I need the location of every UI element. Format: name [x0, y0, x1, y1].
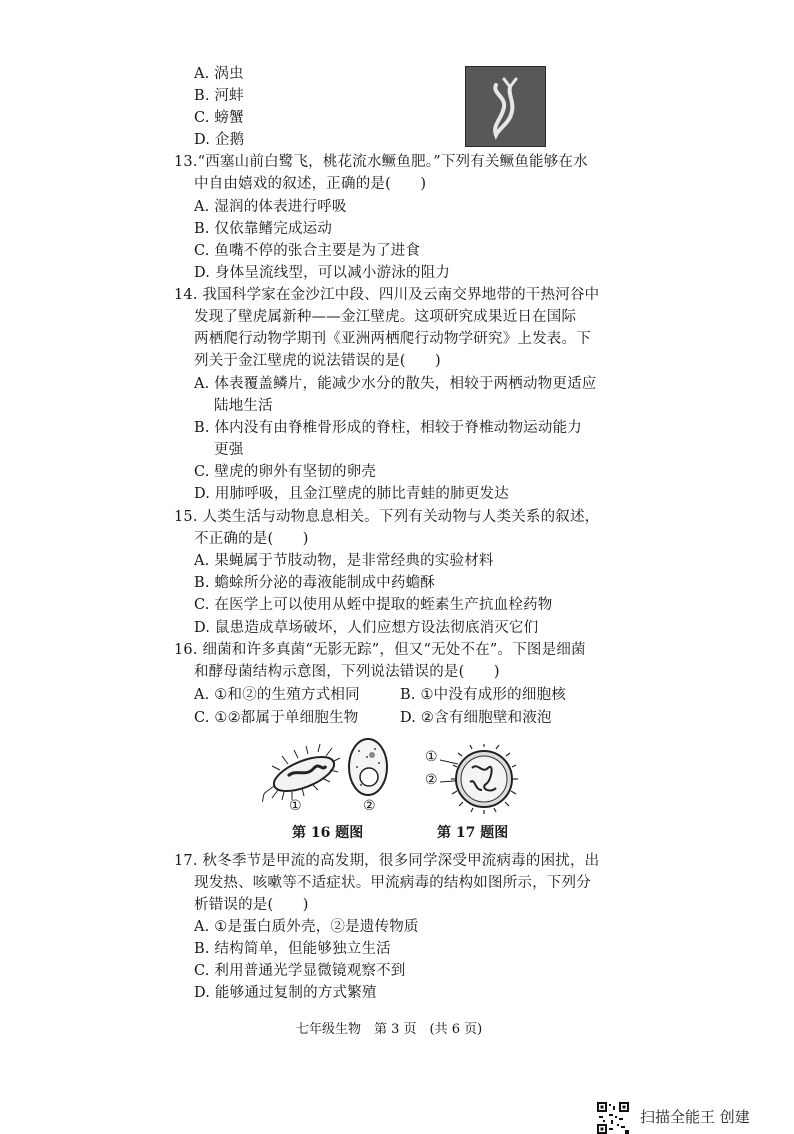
- q12-option-b: B. 河蚌: [194, 88, 244, 104]
- q14-option-d: D. 用肺呼吸，且金江壁虎的肺比青蛙的肺更发达: [194, 486, 509, 502]
- q17-option-a: A. ①是蛋白质外壳，②是遗传物质: [194, 919, 419, 935]
- flatworm-photo: [465, 66, 546, 147]
- bacterium-diagram: [262, 742, 344, 802]
- q12-option-a: A. 涡虫: [194, 66, 244, 82]
- q17-option-d: D. 能够通过复制的方式繁殖: [194, 985, 377, 1001]
- q13-stem-line1: 13.“西塞山前白鹭飞，桃花流水鳜鱼肥。”下列有关鳜鱼能够在水: [174, 154, 588, 170]
- q14-stem-line4: 列关于金江壁虎的说法错误的是( ): [194, 353, 441, 369]
- q17-option-c: C. 利用普通光学显微镜观察不到: [194, 963, 406, 979]
- q15-option-d: D. 鼠患造成草场破坏，人们应想方设法彻底消灭它们: [194, 620, 539, 636]
- q13-option-a: A. 湿润的体表进行呼吸: [194, 199, 347, 215]
- q17-stem-line1: 17. 秋冬季节是甲流的高发期，很多同学深受甲流病毒的困扰，出: [174, 853, 600, 869]
- q15-option-a: A. 果蝇属于节肢动物，是非常经典的实验材料: [194, 553, 494, 569]
- q13-stem-line2: 中自由嬉戏的叙述，正确的是( ): [194, 176, 427, 192]
- q14-option-b-cont: 更强: [214, 442, 244, 458]
- q12-option-d: D. 企鹅: [194, 132, 245, 148]
- fig17-label-1: ①: [425, 749, 438, 765]
- q15-stem-line2: 不正确的是( ): [194, 531, 309, 547]
- fig16-label-1: ①: [289, 798, 302, 814]
- virus-diagram: [438, 744, 520, 814]
- flatworm-image: [466, 67, 545, 146]
- q16-stem-line2: 和酵母菌结构示意图，下列说法错误的是( ): [194, 664, 500, 680]
- q16-option-b: B. ①中没有成形的细胞核: [400, 687, 566, 703]
- q15-stem-line1: 15. 人类生活与动物息息相关。下列有关动物与人类关系的叙述，: [174, 509, 600, 525]
- q12-option-c: C. 螃蟹: [194, 110, 244, 126]
- fig16-caption: 第 16 题图: [292, 825, 364, 841]
- q13-option-c: C. 鱼嘴不停的张合主要是为了进食: [194, 243, 421, 259]
- yeast-diagram: [347, 737, 389, 797]
- q13-option-d: D. 身体呈流线型，可以减小游泳的阻力: [194, 265, 451, 281]
- q17-option-b: B. 结构简单，但能够独立生活: [194, 941, 391, 957]
- q14-option-c: C. 壁虎的卵外有坚韧的卵壳: [194, 464, 377, 480]
- q17-stem-line3: 析错误的是( ): [194, 897, 309, 913]
- scanner-watermark: 扫描全能王 创建: [640, 1108, 750, 1126]
- page-footer: 七年级生物 第 3 页 (共 6 页): [296, 1022, 483, 1037]
- q16-option-c: C. ①②都属于单细胞生物: [194, 710, 359, 726]
- fig17-caption: 第 17 题图: [437, 825, 509, 841]
- q16-option-d: D. ②含有细胞壁和液泡: [400, 710, 552, 726]
- fig16-label-2: ②: [363, 798, 376, 814]
- q14-option-a: A. 体表覆盖鳞片，能减少水分的散失，相较于两栖动物更适应: [194, 376, 597, 392]
- q15-option-b: B. 蟾蜍所分泌的毒液能制成中药蟾酥: [194, 575, 435, 591]
- q16-option-a: A. ①和②的生殖方式相同: [194, 687, 360, 703]
- q15-option-c: C. 在医学上可以使用从蛭中提取的蛭素生产抗血栓药物: [194, 597, 553, 613]
- q14-option-a-cont: 陆地生活: [214, 398, 273, 414]
- qr-code-icon: [597, 1102, 629, 1134]
- q14-option-b: B. 体内没有由脊椎骨形成的脊柱，相较于脊椎动物运动能力: [194, 420, 582, 436]
- q13-option-b: B. 仅依靠鳍完成运动: [194, 221, 333, 237]
- q14-stem-line1: 14. 我国科学家在金沙江中段、四川及云南交界地带的干热河谷中: [174, 287, 600, 303]
- q14-stem-line2: 发现了壁虎属新种——金江壁虎。这项研究成果近日在国际: [194, 309, 577, 325]
- fig17-label-2: ②: [425, 772, 438, 788]
- q17-stem-line2: 现发热、咳嗽等不适症状。甲流病毒的结构如图所示，下列分: [194, 875, 591, 891]
- q14-stem-line3: 两栖爬行动物学期刊《亚洲两栖爬行动物学研究》上发表。下: [194, 331, 591, 347]
- q16-stem-line1: 16. 细菌和许多真菌“无影无踪”，但又“无处不在”。下图是细菌: [174, 642, 586, 658]
